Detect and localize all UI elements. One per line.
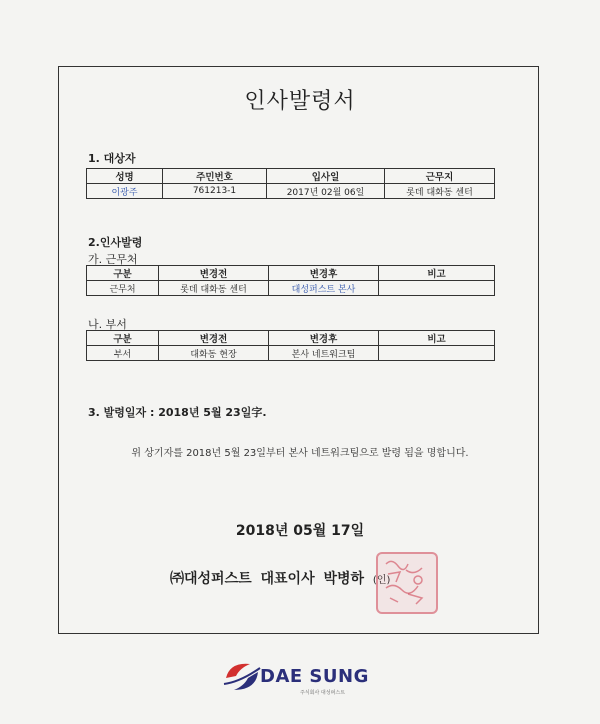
section3-heading: 3. 발령일자 : 2018년 5월 23일字. [88,406,267,419]
cell-after: 대성퍼스트 본사 [269,281,379,296]
cell-remarks [379,346,495,361]
header-after: 변경후 [269,331,379,346]
table-row [87,281,495,296]
seal-mark: (인) [372,575,391,586]
cell-category: 부서 [87,346,159,361]
department-change-table [86,330,495,361]
header-before: 변경전 [159,266,269,281]
workplace-sublabel: 가. 근무처 [88,253,138,266]
target-table [86,168,495,199]
issuer-line [170,568,390,588]
header-category: 구분 [87,266,159,281]
department-sublabel: 나. 부서 [88,318,127,331]
issue-date: 2018년 05월 17일 [235,523,365,539]
red-seal-stamp-icon [376,552,438,614]
cell-before: 롯데 대화동 센터 [159,281,269,296]
cell-hire-date: 2017년 02월 06일 [267,184,385,199]
logo-subtext: 주식회사 대성퍼스트 [300,690,346,696]
table-header-row [87,266,495,281]
table-header-row [87,331,495,346]
header-id: 주민번호 [163,169,267,184]
order-statement: 위 상기자를 2018년 5월 23일부터 본사 네트워크팀으로 발령 됨을 명합니다. [131,448,469,459]
header-name: 성명 [87,169,163,184]
header-category: 구분 [87,331,159,346]
header-hire-date: 입사일 [267,169,385,184]
header-after: 변경후 [269,266,379,281]
section2-heading: 2.인사발령 [88,236,143,249]
table-row [87,346,495,361]
header-workplace: 근무지 [385,169,495,184]
issuer-name: ㈜대성퍼스트 대표이사 박병하 [170,571,365,587]
cell-after: 본사 네트워크팀 [269,346,379,361]
header-remarks: 비고 [379,331,495,346]
header-before: 변경전 [159,331,269,346]
cell-remarks [379,281,495,296]
workplace-change-table [86,265,495,296]
logo-swoosh-icon [220,656,264,696]
logo-text: DAE SUNG [260,666,369,687]
section1-heading: 1. 대상자 [88,152,136,165]
cell-workplace: 롯데 대화동 센터 [385,184,495,199]
table-header-row [87,169,495,184]
document-title: 인사발령서 [244,89,356,114]
cell-id: 761213-1 [163,184,267,199]
header-remarks: 비고 [379,266,495,281]
cell-name: 이광주 [87,184,163,199]
table-row [87,184,495,199]
cell-before: 대화동 현장 [159,346,269,361]
cell-category: 근무처 [87,281,159,296]
